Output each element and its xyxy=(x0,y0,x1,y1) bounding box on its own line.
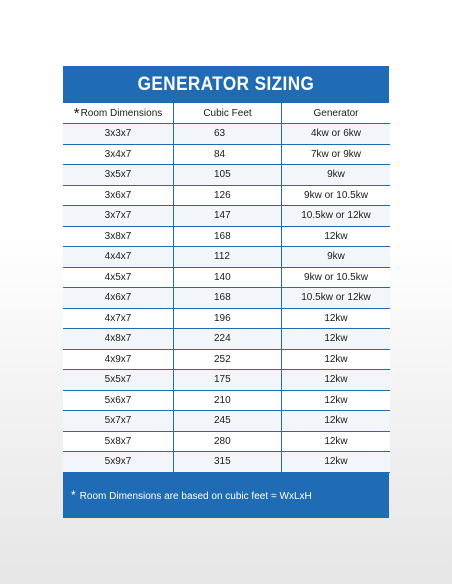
cubic-feet-cell: 245 xyxy=(174,411,282,432)
generator-cell: 10.5kw or 12kw xyxy=(282,288,391,309)
room-dimensions-cell: 4x7x7 xyxy=(63,308,174,329)
generator-cell: 12kw xyxy=(282,349,391,370)
generator-cell: 12kw xyxy=(282,370,391,391)
table-row xyxy=(63,452,390,473)
table-header-row xyxy=(63,103,390,124)
room-dimensions-cell: 5x6x7 xyxy=(63,390,174,411)
room-dimensions-cell: 5x5x7 xyxy=(63,370,174,391)
room-dimensions-cell: 5x7x7 xyxy=(63,411,174,432)
table-row xyxy=(63,411,390,432)
table-row xyxy=(63,185,390,206)
generator-cell: 9kw xyxy=(282,165,391,186)
table-row xyxy=(63,308,390,329)
cubic-feet-cell: 252 xyxy=(174,349,282,370)
generator-cell: 9kw or 10.5kw xyxy=(282,267,391,288)
cubic-feet-cell: 84 xyxy=(174,144,282,165)
footnote xyxy=(71,488,387,502)
generator-cell: 12kw xyxy=(282,390,391,411)
cubic-feet-header: Cubic Feet xyxy=(174,103,282,124)
generator-cell: 9kw or 10.5kw xyxy=(282,185,391,206)
room-dimensions-cell: 5x8x7 xyxy=(63,431,174,452)
generator-cell: 12kw xyxy=(282,431,391,452)
table-row xyxy=(63,390,390,411)
room-dimensions-cell: 3x3x7 xyxy=(63,124,174,145)
cubic-feet-cell: 315 xyxy=(174,452,282,473)
table-row xyxy=(63,288,390,309)
room-dimensions-cell: 4x4x7 xyxy=(63,247,174,268)
table-row xyxy=(63,144,390,165)
room-dimensions-cell: 3x4x7 xyxy=(63,144,174,165)
room-dimensions-cell: 3x7x7 xyxy=(63,206,174,227)
room-dimensions-cell: 3x8x7 xyxy=(63,226,174,247)
generator-cell: 12kw xyxy=(282,329,391,350)
table-row xyxy=(63,370,390,391)
footnote-text: Room Dimensions are based on cubic feet = WxLxH xyxy=(79,491,312,502)
table-row xyxy=(63,349,390,370)
sizing-table xyxy=(63,103,390,473)
cubic-feet-cell: 140 xyxy=(174,267,282,288)
generator-cell: 12kw xyxy=(282,452,391,473)
cubic-feet-cell: 168 xyxy=(174,226,282,247)
room-dimensions-cell: 3x6x7 xyxy=(63,185,174,206)
generator-cell: 4kw or 6kw xyxy=(282,124,391,145)
generator-sizing-card xyxy=(63,66,389,518)
generator-cell: 7kw or 9kw xyxy=(282,144,391,165)
generator-cell: 12kw xyxy=(282,308,391,329)
cubic-feet-cell: 112 xyxy=(174,247,282,268)
generator-cell: 9kw xyxy=(282,247,391,268)
table-row xyxy=(63,329,390,350)
generator-cell: 12kw xyxy=(282,226,391,247)
room-dimensions-cell: 3x5x7 xyxy=(63,165,174,186)
cubic-feet-cell: 105 xyxy=(174,165,282,186)
generator-header: Generator xyxy=(282,103,391,124)
footnote-asterisk-icon: * xyxy=(71,488,76,502)
cubic-feet-cell: 175 xyxy=(174,370,282,391)
table-row xyxy=(63,206,390,227)
room-dimensions-cell: 4x5x7 xyxy=(63,267,174,288)
cubic-feet-cell: 210 xyxy=(174,390,282,411)
cubic-feet-cell: 147 xyxy=(174,206,282,227)
generator-cell: 10.5kw or 12kw xyxy=(282,206,391,227)
cubic-feet-cell: 196 xyxy=(174,308,282,329)
room-dimensions-cell: 4x8x7 xyxy=(63,329,174,350)
room-dimensions-cell: 5x9x7 xyxy=(63,452,174,473)
generator-cell: 12kw xyxy=(282,411,391,432)
table-row xyxy=(63,165,390,186)
room-dimensions-header xyxy=(63,103,174,124)
table-row xyxy=(63,124,390,145)
table-row xyxy=(63,431,390,452)
table-title: GENERATOR SIZING xyxy=(137,74,315,95)
asterisk-icon: * xyxy=(73,104,80,122)
table-row xyxy=(63,226,390,247)
cubic-feet-cell: 63 xyxy=(174,124,282,145)
room-dimensions-header-label: Room Dimensions xyxy=(80,107,163,119)
table-row xyxy=(63,247,390,268)
cubic-feet-cell: 126 xyxy=(174,185,282,206)
room-dimensions-cell: 4x9x7 xyxy=(63,349,174,370)
room-dimensions-cell: 4x6x7 xyxy=(63,288,174,309)
cubic-feet-cell: 224 xyxy=(174,329,282,350)
table-row xyxy=(63,267,390,288)
cubic-feet-cell: 168 xyxy=(174,288,282,309)
cubic-feet-cell: 280 xyxy=(174,431,282,452)
